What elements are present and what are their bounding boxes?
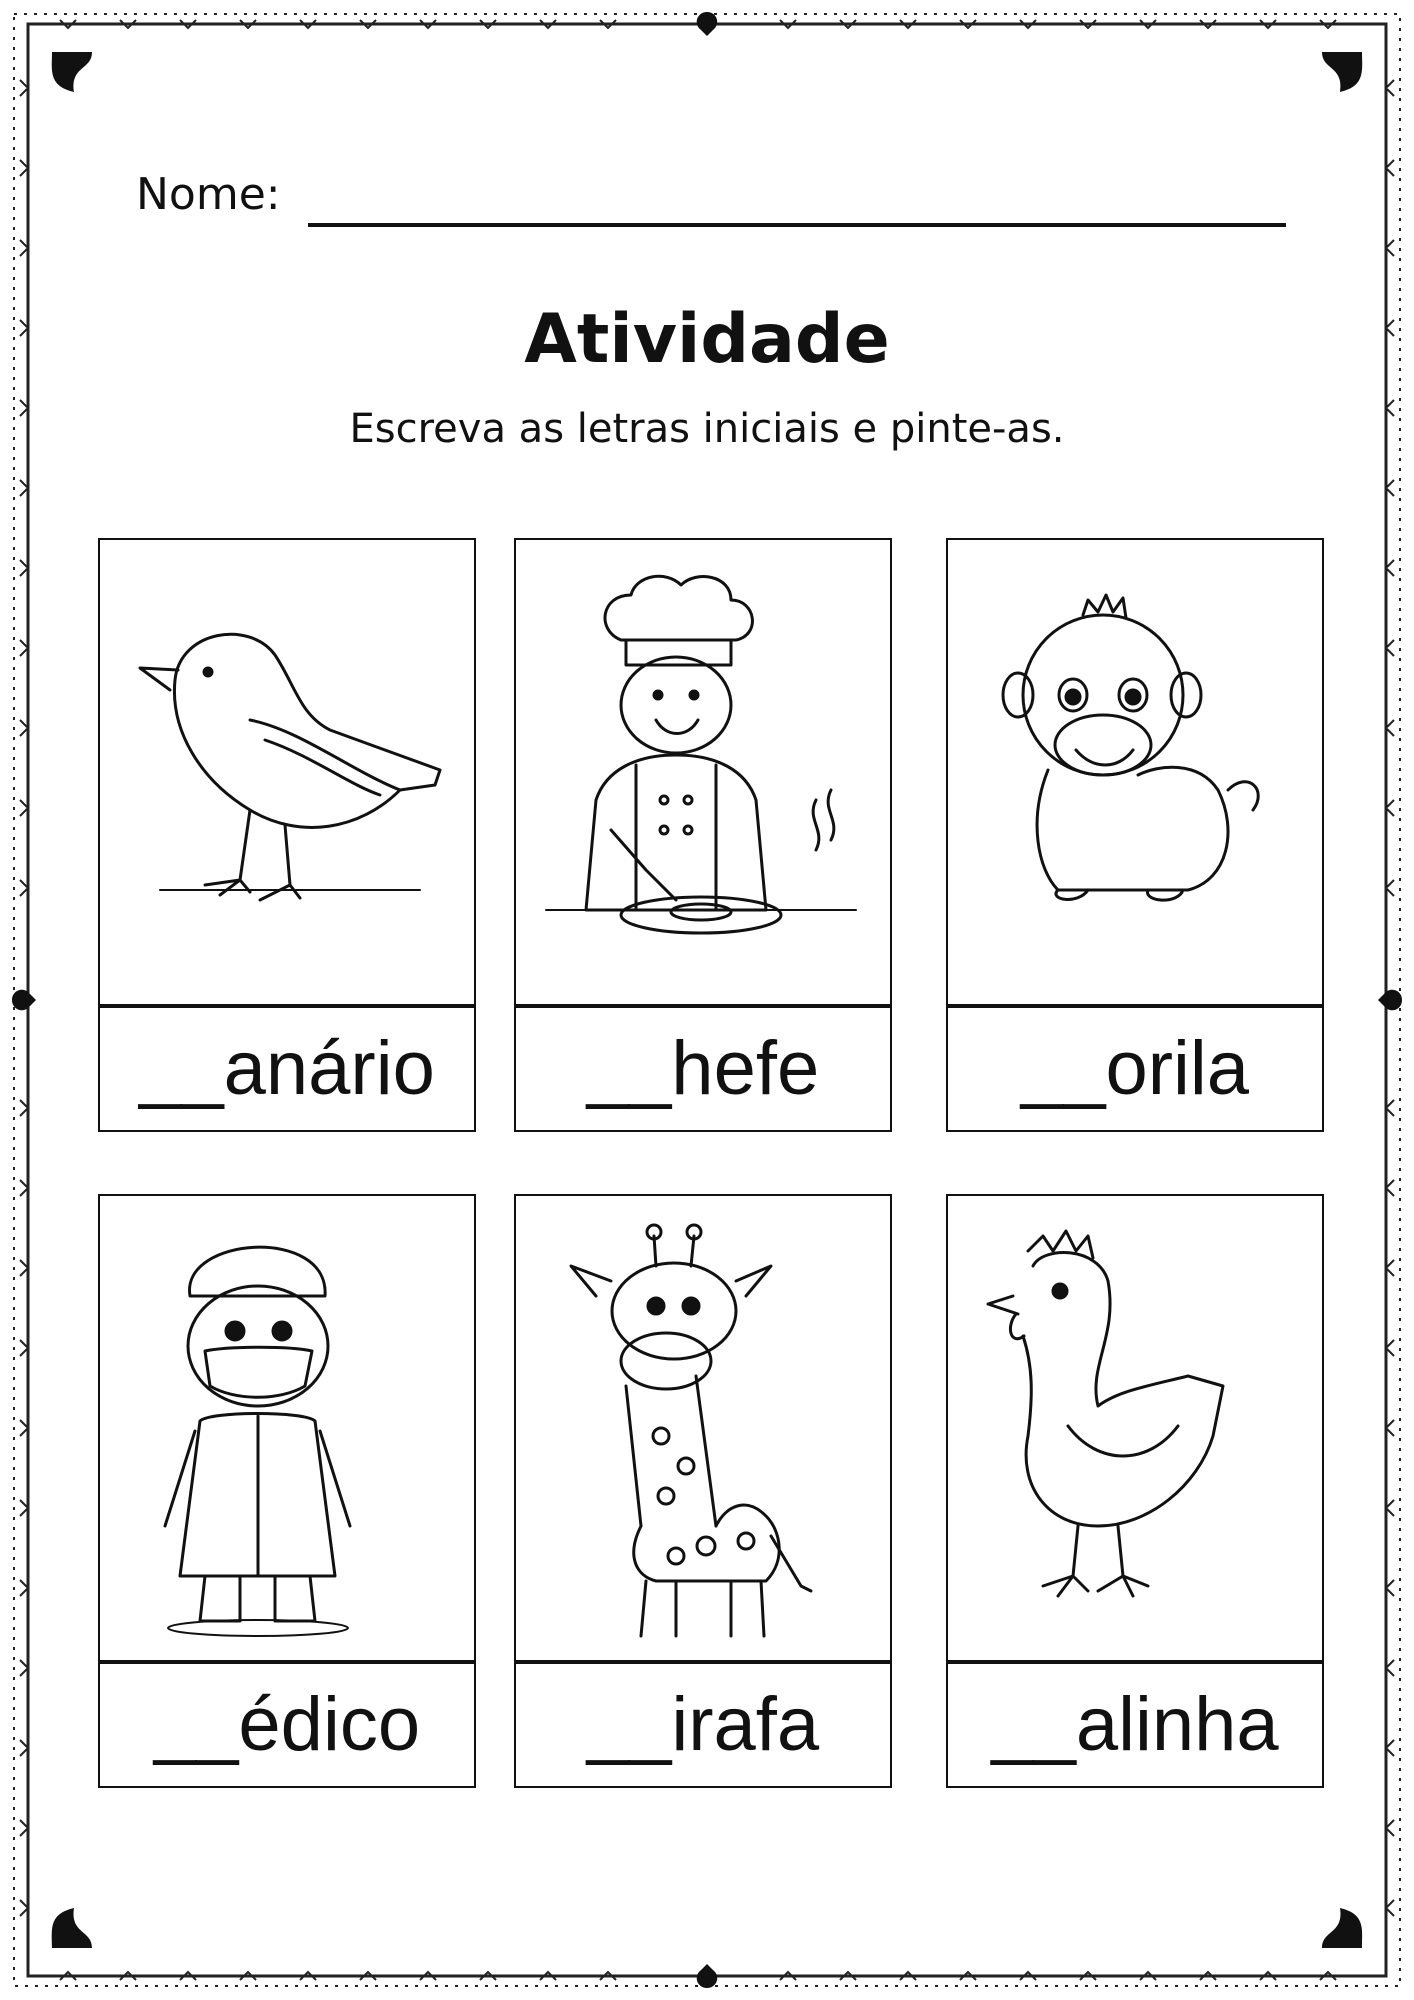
giraffe-icon	[516, 1196, 890, 1660]
doctor-picture	[98, 1194, 476, 1662]
word-medico: __édico	[98, 1662, 476, 1788]
giraffe-picture	[514, 1194, 892, 1662]
name-field[interactable]	[136, 165, 1286, 235]
chef-picture	[514, 538, 892, 1006]
name-label: Nome:	[136, 169, 281, 220]
page-title: Atividade	[524, 300, 890, 379]
canary-picture	[98, 538, 476, 1006]
word-card-canario	[98, 538, 476, 1132]
doctor-icon	[100, 1196, 474, 1660]
bird-icon	[100, 540, 474, 1004]
word-gorila: __orila	[946, 1006, 1324, 1132]
left-ornament-icon	[12, 990, 36, 1011]
hen-picture	[946, 1194, 1324, 1662]
word-card-medico	[98, 1194, 476, 1788]
word-card-girafa	[514, 1194, 892, 1788]
corner-ornament-icon	[1322, 1908, 1362, 1948]
word-card-galinha	[946, 1194, 1324, 1788]
corner-ornament-icon	[52, 52, 92, 92]
word-chefe: __hefe	[514, 1006, 892, 1132]
right-ornament-icon	[1378, 990, 1402, 1011]
corner-ornament-icon	[52, 1908, 92, 1948]
name-write-line[interactable]	[308, 223, 1286, 227]
gorilla-icon	[948, 540, 1322, 1004]
instructions: Escreva as letras iniciais e pinte-as.	[349, 406, 1065, 452]
word-canario: __anário	[98, 1006, 476, 1132]
bottom-ornament-icon	[697, 1964, 718, 1988]
chef-icon	[516, 540, 890, 1004]
gorilla-picture	[946, 538, 1324, 1006]
word-girafa: __irafa	[514, 1662, 892, 1788]
word-card-chefe	[514, 538, 892, 1132]
word-card-gorila	[946, 538, 1324, 1132]
corner-ornament-icon	[1322, 52, 1362, 92]
word-galinha: __alinha	[946, 1662, 1324, 1788]
hen-icon	[948, 1196, 1322, 1660]
top-ornament-icon	[697, 12, 718, 36]
